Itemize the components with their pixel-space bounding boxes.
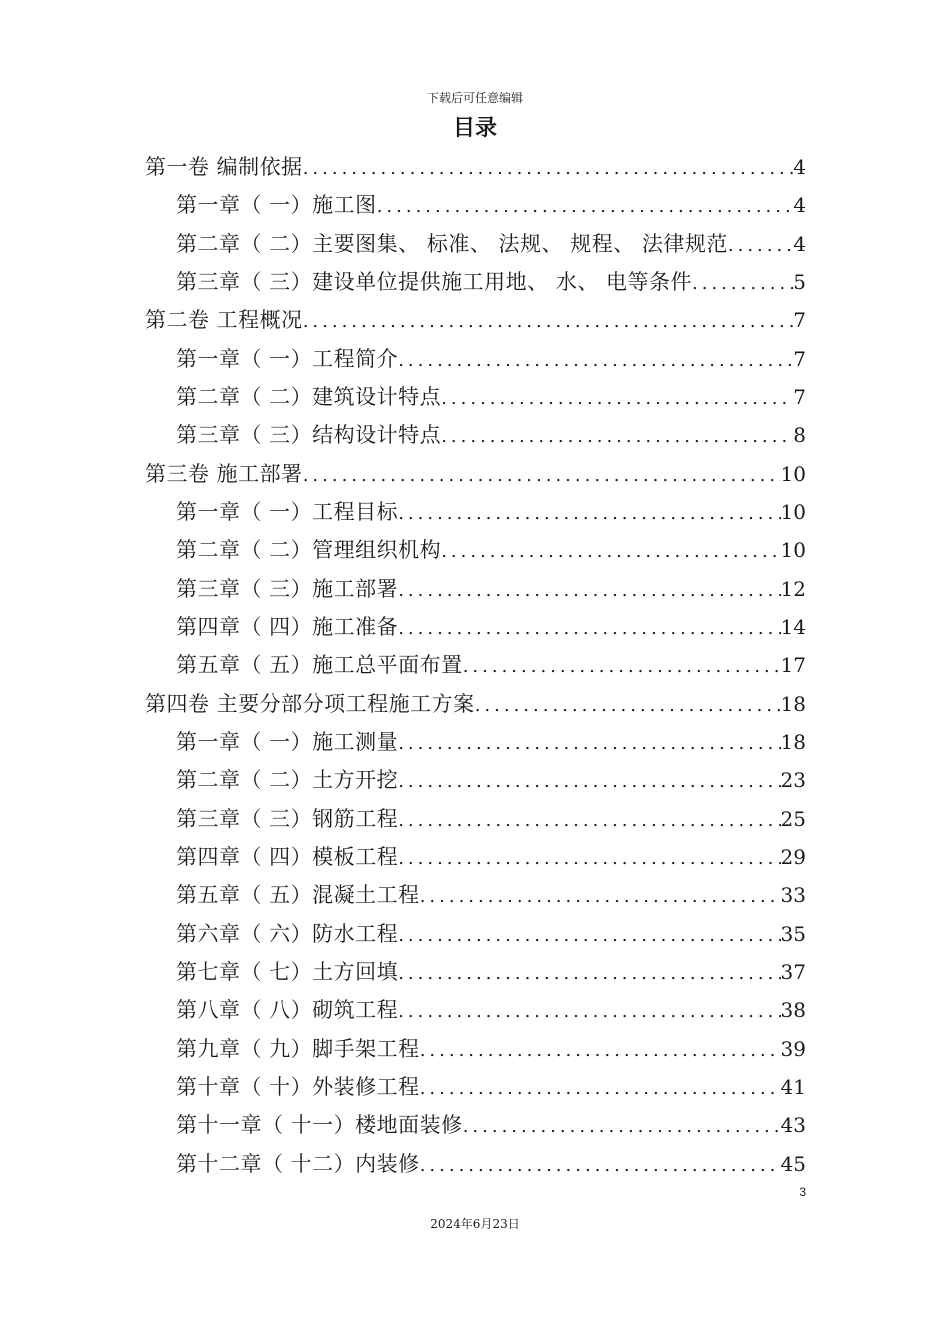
toc-entry-title: 第二章（ 二）管理组织机构 <box>176 538 442 563</box>
toc-dot-leader <box>420 1147 781 1183</box>
toc-entry-page: 7 <box>793 308 806 333</box>
toc-dot-leader <box>398 610 780 646</box>
toc-entry-title: 第二卷 工程概况 <box>145 308 303 333</box>
toc-entry-page: 7 <box>793 384 806 409</box>
toc-entry-title: 第一章（ 一）施工图 <box>176 193 377 218</box>
toc-dot-leader <box>398 917 780 953</box>
toc-entry-title: 第二章（ 二）土方开挖 <box>176 768 399 793</box>
toc-dot-leader <box>441 380 793 416</box>
toc-entry-chapter[interactable] <box>145 761 806 799</box>
toc-entry-chapter[interactable] <box>145 378 806 416</box>
toc-entry-page: 7 <box>793 346 806 371</box>
toc-entry-title: 第十一章（ 十一）楼地面装修 <box>176 1113 463 1138</box>
toc-entry-chapter[interactable] <box>145 646 806 684</box>
toc-entry-title: 第六章（ 六）防水工程 <box>176 921 399 946</box>
toc-dot-leader <box>441 533 780 569</box>
toc-entry-title: 第四章（ 四）施工准备 <box>176 614 399 639</box>
toc-entry-page: 29 <box>780 844 806 869</box>
toc-entry-volume[interactable] <box>145 301 806 339</box>
toc-dot-leader <box>420 878 781 914</box>
toc-entry-page: 17 <box>780 653 806 678</box>
toc-entry-chapter[interactable] <box>145 1145 806 1183</box>
toc-dot-leader <box>475 687 781 723</box>
toc-entry-chapter[interactable] <box>145 915 806 953</box>
toc-dot-leader <box>728 227 793 263</box>
toc-dot-leader <box>398 572 780 608</box>
toc-title: 目录 <box>452 116 497 141</box>
toc-entry-title: 第三卷 施工部署 <box>145 461 303 486</box>
toc-entry-chapter[interactable] <box>145 225 806 263</box>
toc-entry-volume[interactable] <box>145 455 806 493</box>
toc-entry-page: 41 <box>780 1074 806 1099</box>
toc-entry-page: 10 <box>780 499 806 524</box>
toc-dot-leader <box>398 840 780 876</box>
toc-entry-chapter[interactable] <box>145 1030 806 1068</box>
toc-entry-title: 第一章（ 一）施工测量 <box>176 729 399 754</box>
toc-dot-leader <box>398 993 780 1029</box>
toc-dot-leader <box>441 418 793 454</box>
toc-entry-chapter[interactable] <box>145 953 806 991</box>
toc-entry-chapter[interactable] <box>145 340 806 378</box>
toc-dot-leader <box>463 648 781 684</box>
toc-entry-page: 38 <box>780 998 806 1023</box>
toc-entry-chapter[interactable] <box>145 838 806 876</box>
toc-entry-chapter[interactable] <box>145 1106 806 1144</box>
toc-dot-leader <box>303 457 781 493</box>
toc-entry-title: 第十章（ 十）外装修工程 <box>176 1074 420 1099</box>
toc-entry-chapter[interactable] <box>145 531 806 569</box>
toc-dot-leader <box>398 342 793 378</box>
toc-entry-page: 45 <box>780 1151 806 1176</box>
toc-dot-leader <box>398 763 780 799</box>
toc-entry-title: 第九章（ 九）脚手架工程 <box>176 1036 420 1061</box>
toc-entry-page: 23 <box>780 768 806 793</box>
toc-entry-page: 33 <box>780 883 806 908</box>
toc-entry-chapter[interactable] <box>145 416 806 454</box>
toc-dot-leader <box>303 303 794 339</box>
toc-dot-leader <box>420 1032 781 1068</box>
toc-entry-title: 第二章（ 二）建筑设计特点 <box>176 384 442 409</box>
toc-entry-page: 14 <box>780 614 806 639</box>
toc-entry-chapter[interactable] <box>145 263 806 301</box>
toc-dot-leader <box>398 802 780 838</box>
toc-entry-chapter[interactable] <box>145 493 806 531</box>
toc-entry-chapter[interactable] <box>145 800 806 838</box>
toc-entry-chapter[interactable] <box>145 186 806 224</box>
toc-entry-chapter[interactable] <box>145 1068 806 1106</box>
toc-entry-title: 第三章（ 三）钢筋工程 <box>176 806 399 831</box>
toc-dot-leader <box>463 1108 781 1144</box>
toc-entry-chapter[interactable] <box>145 723 806 761</box>
toc-entry-page: 8 <box>793 423 806 448</box>
toc-entry-title: 第八章（ 八）砌筑工程 <box>176 998 399 1023</box>
toc-entry-page: 10 <box>780 461 806 486</box>
toc-entry-page: 5 <box>793 269 806 294</box>
toc-entry-title: 第一卷 编制依据 <box>145 155 303 179</box>
toc-entry-title: 第三章（ 三）建设单位提供施工用地、 水、 电等条件 <box>176 269 693 294</box>
toc-entry-volume[interactable] <box>145 148 806 186</box>
toc-entry-title: 第四章（ 四）模板工程 <box>176 844 399 869</box>
toc-dot-leader <box>398 725 780 761</box>
toc-entry-page: 37 <box>780 959 806 984</box>
toc-entry-title: 第一章（ 一）工程简介 <box>176 346 399 371</box>
toc-entry-page: 39 <box>780 1036 806 1061</box>
toc-entry-chapter[interactable] <box>145 608 806 646</box>
toc-entry-page: 35 <box>780 921 806 946</box>
toc-entry-page: 25 <box>780 806 806 831</box>
table-of-contents <box>145 148 806 1183</box>
toc-dot-leader <box>377 188 794 224</box>
page-header: 下载后可任意编辑 <box>426 91 523 105</box>
toc-dot-leader <box>692 265 793 301</box>
toc-entry-page: 4 <box>793 155 806 179</box>
toc-entry-title: 第十二章（ 十二）内装修 <box>176 1151 420 1176</box>
toc-entry-page: 43 <box>780 1113 806 1138</box>
page-number: 3 <box>799 1185 806 1199</box>
toc-entry-chapter[interactable] <box>145 876 806 914</box>
toc-entry-title: 第四卷 主要分部分项工程施工方案 <box>145 691 475 716</box>
toc-entry-title: 第三章（ 三）结构设计特点 <box>176 423 442 448</box>
toc-entry-page: 4 <box>793 193 806 218</box>
toc-entry-chapter[interactable] <box>145 570 806 608</box>
toc-entry-title: 第三章（ 三）施工部署 <box>176 576 399 601</box>
toc-dot-leader <box>398 495 780 531</box>
toc-entry-chapter[interactable] <box>145 991 806 1029</box>
toc-entry-title: 第二章（ 二）主要图集、 标准、 法规、 规程、 法律规范 <box>176 231 728 256</box>
toc-entry-page: 18 <box>780 691 806 716</box>
toc-entry-title: 第五章（ 五）施工总平面布置 <box>176 653 463 678</box>
toc-dot-leader <box>420 1070 781 1106</box>
toc-entry-title: 第五章（ 五）混凝土工程 <box>176 883 420 908</box>
toc-entry-page: 12 <box>780 576 806 601</box>
toc-dot-leader <box>398 955 780 991</box>
toc-entry-page: 4 <box>793 231 806 256</box>
toc-entry-page: 10 <box>780 538 806 563</box>
toc-dot-leader <box>303 150 794 186</box>
toc-entry-title: 第一章（ 一）工程目标 <box>176 499 399 524</box>
page-footer-date: 2024年6月23日 <box>430 1217 520 1231</box>
toc-entry-title: 第七章（ 七）土方回填 <box>176 959 399 984</box>
toc-entry-volume[interactable] <box>145 685 806 723</box>
toc-entry-page: 18 <box>780 729 806 754</box>
